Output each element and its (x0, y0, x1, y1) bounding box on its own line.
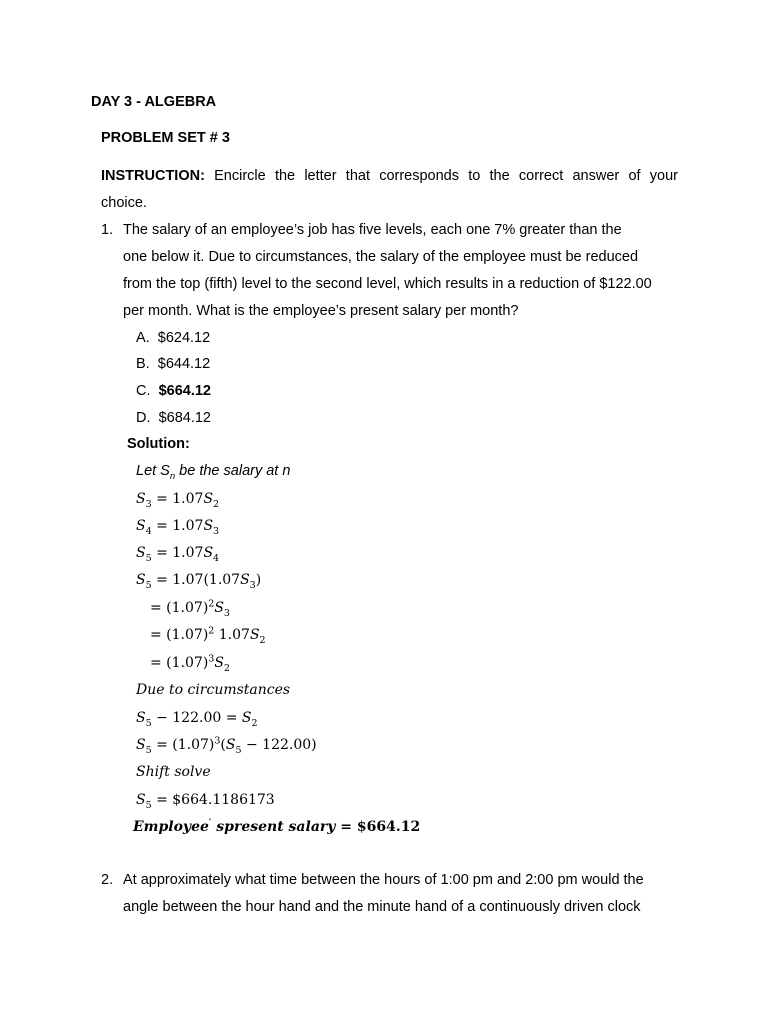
problem-1-line-4: per month. What is the employee’s present salary per month? (123, 303, 519, 319)
due-to-circumstances: Due to circumstances (136, 682, 291, 698)
problem-2-number: 2. (101, 872, 114, 888)
instruction-word: your (649, 168, 678, 184)
problem-1-number: 1. (101, 222, 114, 238)
equation-7: = $(1.07)^3S_2$ (150, 653, 230, 674)
equation-10: $S_5$ = $664.1186173 (136, 792, 275, 811)
equation-3: $S_5 = 1.07S_4$ (136, 545, 220, 564)
option-b-letter: B. (136, 356, 150, 372)
instruction-line-2: choice. (101, 195, 147, 211)
equation-1: $S_3 = 1.07S_2$ (136, 491, 220, 510)
instruction-word: of (628, 168, 641, 184)
option-b-text: $644.12 (157, 356, 211, 372)
option-a-letter: A. (136, 330, 150, 346)
day-title: DAY 3 - ALGEBRA (91, 94, 217, 110)
problem-1-line-3: from the top (fifth) level to the second level, which results in a reduction of $122.00 (123, 276, 652, 292)
instruction-line-1 (101, 166, 678, 186)
option-b[interactable] (136, 354, 210, 374)
instruction-word: to (468, 168, 481, 184)
instruction-word: Encircle (214, 168, 266, 184)
option-c-letter: C. (136, 383, 151, 399)
problem-2-line-1: At approximately what time between the hours of 1:00 pm and 2:00 pm would the (123, 872, 644, 888)
instruction-word: corresponds (379, 168, 459, 184)
option-d-text: $684.12 (158, 410, 211, 426)
instruction-word: answer (572, 168, 620, 184)
option-c-text: $664.12 (158, 383, 211, 399)
instruction-word: the (274, 168, 296, 184)
problem-1-line-1: The salary of an employee’s job has five levels, each one 7% greater than the (123, 222, 622, 238)
problem-2-line-2: angle between the hour hand and the minute hand of a continuously driven clock (123, 899, 641, 915)
equation-6: = $(1.07)^2$ $1.07S_2$ (150, 625, 266, 646)
instruction-word: letter (304, 168, 337, 184)
instruction-label: INSTRUCTION: (101, 168, 205, 184)
shift-solve: Shift solve (136, 764, 211, 780)
let-line: Let $S_n$ be the salary at n (136, 463, 291, 482)
option-d[interactable] (136, 408, 211, 428)
problem-1-line-2: one below it. Due to circumstances, the salary of the employee must be reduced (123, 249, 639, 265)
option-c[interactable] (136, 381, 211, 401)
instruction-word: the (489, 168, 510, 184)
problem-set-title: PROBLEM SET # 3 (101, 130, 230, 146)
equation-2: $S_4 = 1.07S_3$ (136, 518, 220, 537)
instruction-word: correct (518, 168, 564, 184)
option-d-letter: D. (136, 410, 151, 426)
equation-5: = $(1.07)^2S_3$ (150, 598, 230, 619)
option-a-text: $624.12 (157, 330, 211, 346)
option-a[interactable] (136, 328, 210, 348)
solution-label: Solution: (127, 436, 190, 452)
equation-4: $S_5 = 1.07(1.07S_3)$ (136, 572, 262, 591)
equation-8: $S_5 - 122.00 = S_2$ (136, 710, 258, 729)
instruction-word: that (345, 168, 370, 184)
final-answer: Employee′ spresent salary = $664.12 (133, 817, 421, 835)
equation-9: $S_5 = (1.07)^3(S_5 - 122.00)$ (136, 735, 317, 756)
